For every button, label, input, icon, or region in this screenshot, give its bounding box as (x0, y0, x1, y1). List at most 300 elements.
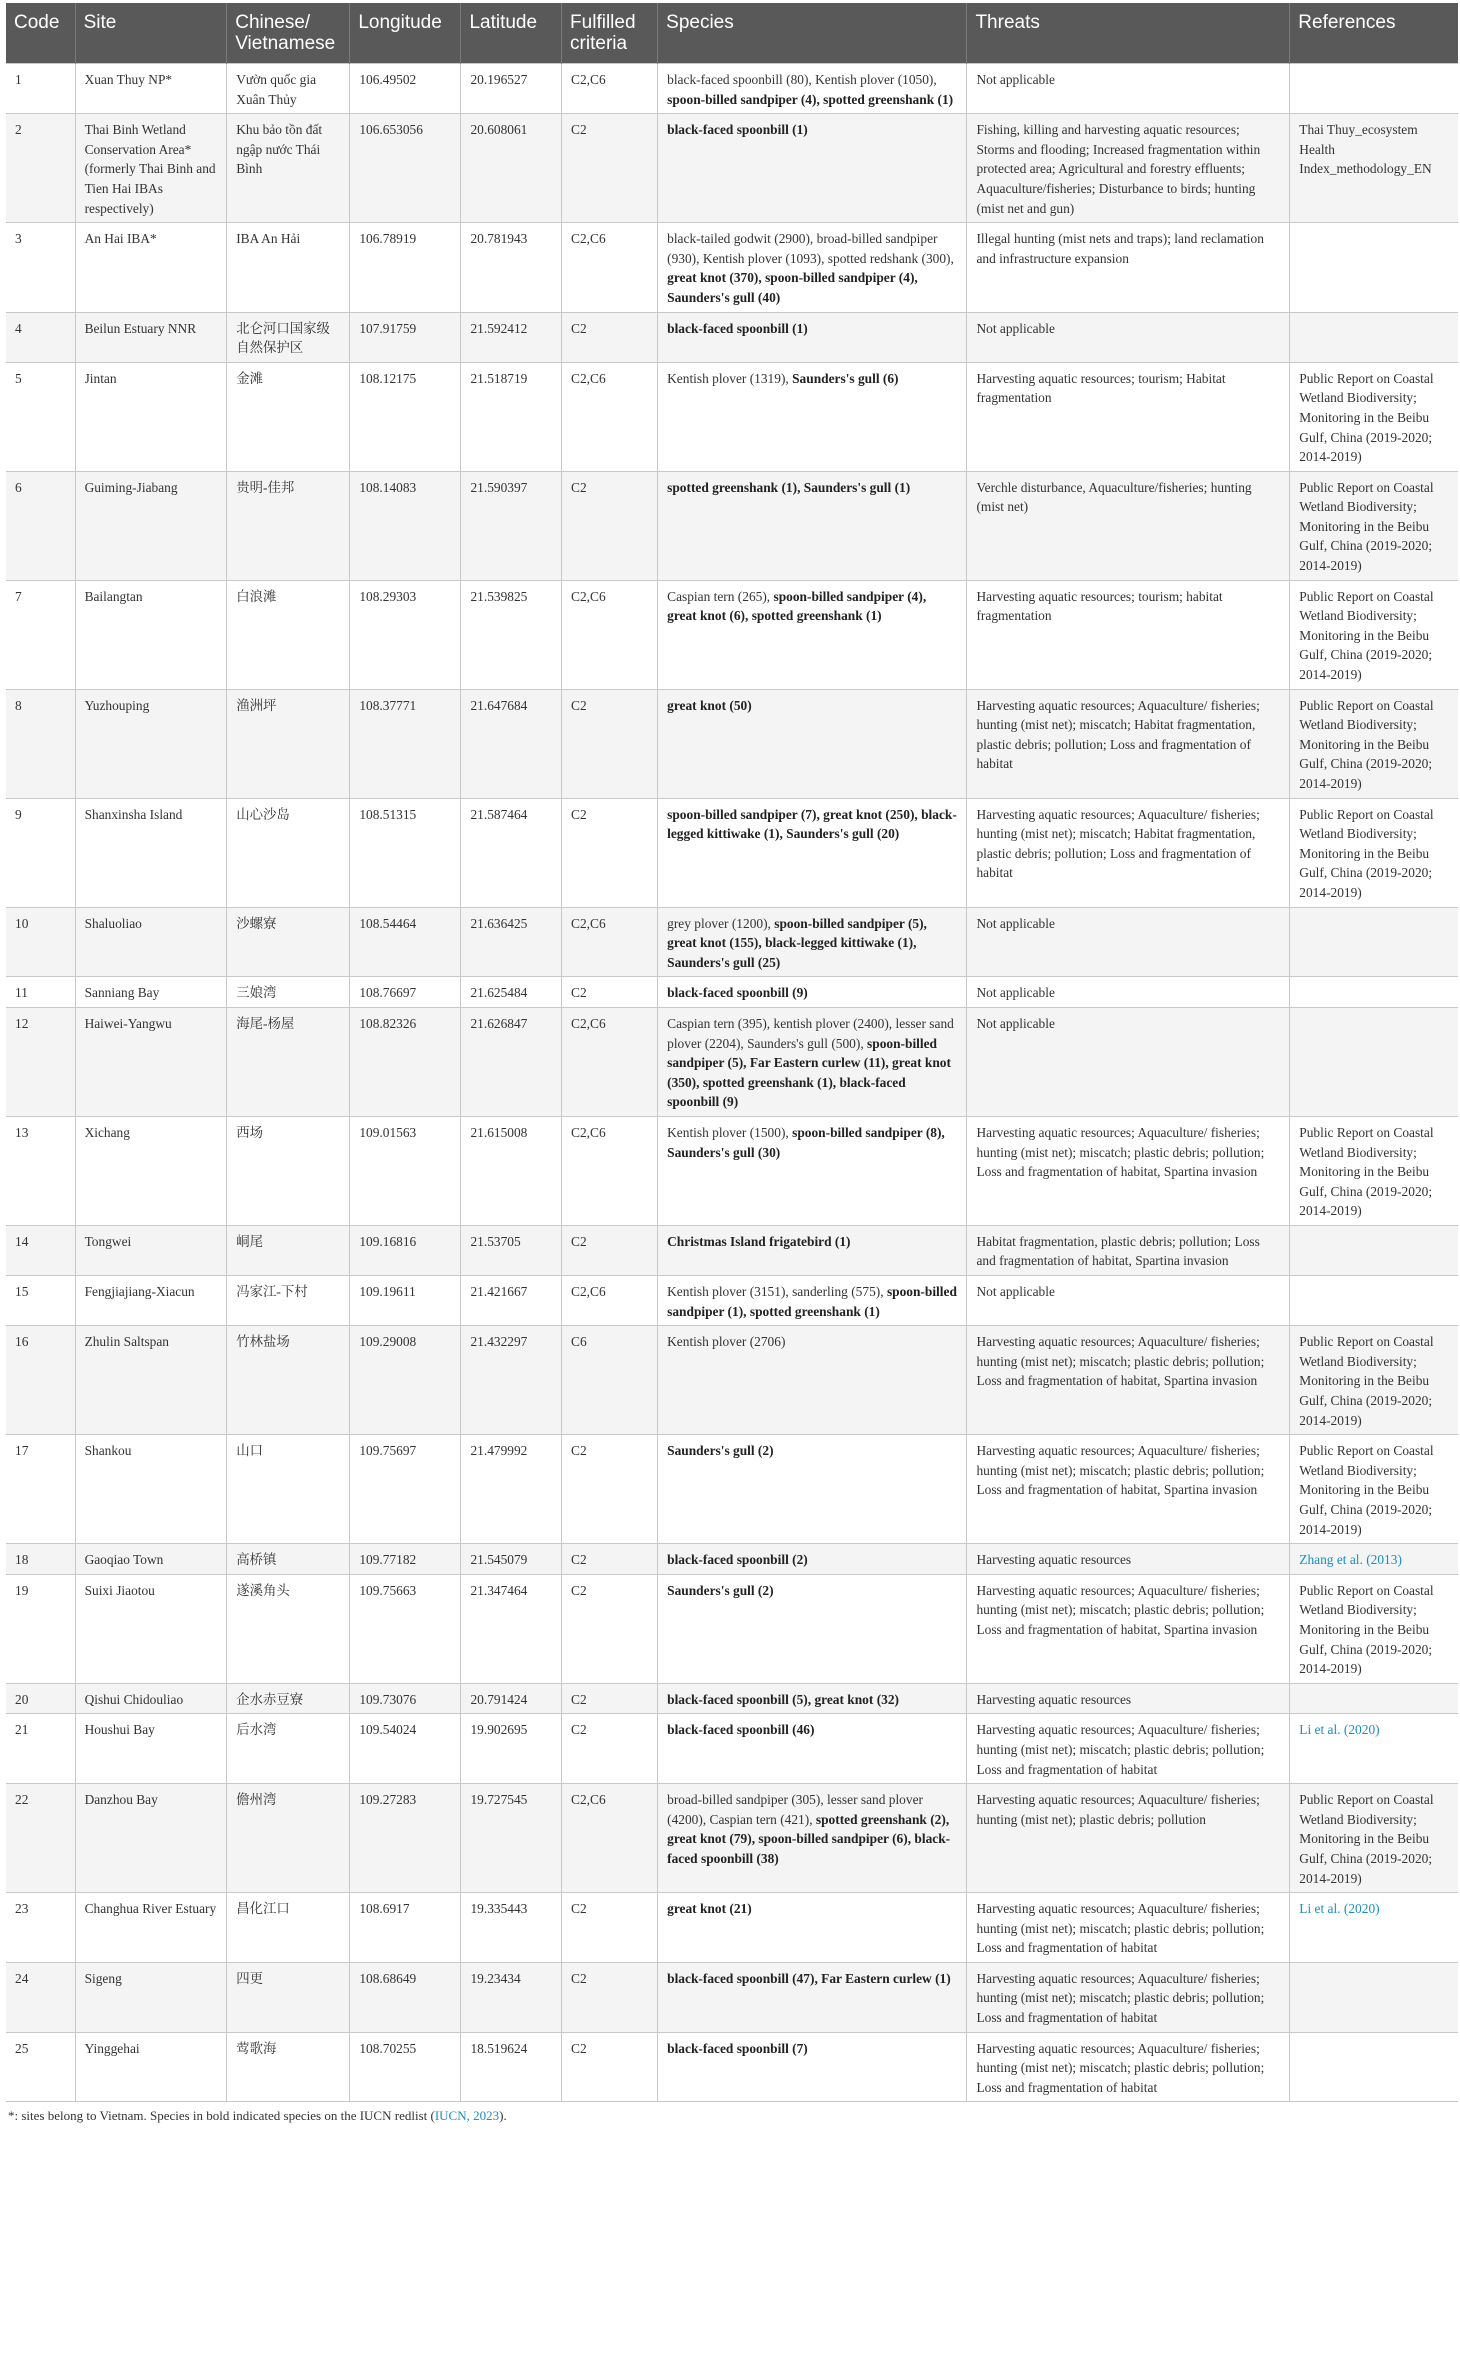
cell-site: Xuan Thuy NP* (75, 64, 227, 114)
cell-longitude: 106.653056 (350, 114, 461, 223)
cell-native-name: 峒尾 (227, 1225, 350, 1275)
cell-latitude: 21.590397 (461, 471, 562, 580)
cell-references (1290, 977, 1458, 1008)
cell-threats: Not applicable (967, 907, 1290, 977)
cell-longitude: 108.29303 (350, 580, 461, 689)
header-code: Code (6, 3, 75, 64)
cell-latitude: 21.539825 (461, 580, 562, 689)
cell-species (658, 1435, 967, 1544)
cell-species (658, 1116, 967, 1225)
cell-latitude: 21.479992 (461, 1435, 562, 1544)
cell-criteria: C2 (562, 471, 658, 580)
species-redlist: Christmas Island frigatebird (1) (667, 1233, 851, 1249)
species-redlist: Saunders's gull (6) (792, 370, 899, 386)
cell-threats: Not applicable (967, 1276, 1290, 1326)
table-row (6, 362, 1458, 471)
table-row (6, 1893, 1458, 1963)
cell-site: Thai Binh Wetland Conservation Area* (formerly Thai Binh and Tien Hai IBAs respectively) (75, 114, 227, 223)
cell-threats: Fishing, killing and harvesting aquatic resources; Storms and flooding; Increased fragmentation within protected area; Agricultural and forestry effluents; Aquaculture/fisheries; Disturbance to birds; hunting (mist net and gun) (967, 114, 1290, 223)
cell-code: 6 (6, 471, 75, 580)
cell-latitude: 20.196527 (461, 64, 562, 114)
cell-code: 2 (6, 114, 75, 223)
species-redlist: black-faced spoonbill (7) (667, 2040, 808, 2056)
cell-species (658, 580, 967, 689)
cell-species (658, 1784, 967, 1893)
cell-native-name: 山心沙岛 (227, 798, 350, 907)
cell-code: 10 (6, 907, 75, 977)
species-redlist: great knot (370), spoon-billed sandpiper (4), Saunders's gull (40) (667, 270, 918, 305)
cell-latitude: 19.902695 (461, 1714, 562, 1784)
cell-threats: Harvesting aquatic resources; Aquaculture/ fisheries; hunting (mist net); miscatch; plastic debris; pollution; Loss and fragmentation of habitat (967, 1962, 1290, 2032)
cell-criteria: C2 (562, 1962, 658, 2032)
cell-criteria: C2 (562, 312, 658, 362)
sites-table (6, 3, 1458, 2102)
cell-native-name: 遂溪角头 (227, 1574, 350, 1683)
cell-latitude: 21.636425 (461, 907, 562, 977)
reference-text: Public Report on Coastal Wetland Biodiversity; Monitoring in the Beibu Gulf, China (2019-2020; 2014-2019) (1299, 806, 1434, 900)
cell-native-name: 沙螺寮 (227, 907, 350, 977)
cell-species (658, 798, 967, 907)
cell-threats: Harvesting aquatic resources; Aquaculture/ fisheries; hunting (mist net); miscatch; plastic debris; pollution; Loss and fragmentation of habitat, Spartina invasion (967, 1574, 1290, 1683)
species-text: Kentish plover (1500), (667, 1124, 793, 1140)
cell-site: Changhua River Estuary (75, 1893, 227, 1963)
cell-references (1290, 1574, 1458, 1683)
table-row (6, 689, 1458, 798)
reference-text: Public Report on Coastal Wetland Biodiversity; Monitoring in the Beibu Gulf, China (2019-2020; 2014-2019) (1299, 1792, 1434, 1886)
cell-latitude: 20.781943 (461, 223, 562, 312)
cell-latitude: 19.335443 (461, 1893, 562, 1963)
header-site: Site (75, 3, 227, 64)
header-chinese-vietnamese: Chinese/ Vietnamese (227, 3, 350, 64)
cell-threats: Harvesting aquatic resources; tourism; habitat fragmentation (967, 580, 1290, 689)
table-row (6, 1574, 1458, 1683)
species-redlist: spoon-billed sandpiper (8), Saunders's gull (30) (667, 1124, 945, 1160)
cell-native-name: 竹林盐场 (227, 1326, 350, 1435)
cell-criteria: C2,C6 (562, 223, 658, 312)
cell-native-name: Vườn quốc gia Xuân Thủy (227, 64, 350, 114)
cell-native-name: 企水赤豆寮 (227, 1683, 350, 1714)
table-row (6, 977, 1458, 1008)
cell-latitude: 21.518719 (461, 362, 562, 471)
species-redlist: black-faced spoonbill (9) (667, 985, 808, 1001)
cell-criteria: C2 (562, 1683, 658, 1714)
cell-site: An Hai IBA* (75, 223, 227, 312)
cell-species (658, 2032, 967, 2102)
species-text: broad-billed sandpiper (305), lesser sand plover (4200), Caspian tern (421), (667, 1792, 923, 1827)
cell-longitude: 109.75663 (350, 1574, 461, 1683)
footnote-link-iucn[interactable]: IUCN, 2023 (434, 2108, 500, 2124)
cell-criteria: C2 (562, 1893, 658, 1963)
table-header (6, 3, 1458, 64)
cell-longitude: 109.16816 (350, 1225, 461, 1275)
species-redlist: spoon-billed sandpiper (5), Far Eastern curlew (11), great knot (350), spotted greenshank (1), black-faced spoonbill (9) (667, 1035, 951, 1110)
cell-references (1290, 1544, 1458, 1575)
cell-threats: Not applicable (967, 312, 1290, 362)
cell-threats: Illegal hunting (mist nets and traps); land reclamation and infrastructure expansion (967, 223, 1290, 312)
table-row (6, 1714, 1458, 1784)
cell-latitude: 21.587464 (461, 798, 562, 907)
cell-native-name: IBA An Hải (227, 223, 350, 312)
cell-site: Xichang (75, 1116, 227, 1225)
cell-longitude: 108.6917 (350, 1893, 461, 1963)
species-text: Caspian tern (395), kentish plover (2400), lesser sand plover (2204), Saunders's gull (500), (667, 1015, 954, 1051)
cell-references (1290, 1007, 1458, 1116)
cell-longitude: 108.14083 (350, 471, 461, 580)
cell-species (658, 1893, 967, 1963)
footnote-tail: ). (499, 2108, 507, 2124)
header-criteria: Fulfilled criteria (562, 3, 658, 64)
cell-site: Zhulin Saltspan (75, 1326, 227, 1435)
species-redlist: black-faced spoonbill (5), great knot (32) (667, 1691, 899, 1707)
cell-criteria: C2 (562, 1544, 658, 1575)
cell-criteria: C2 (562, 1714, 658, 1784)
reference-text: Public Report on Coastal Wetland Biodiversity; Monitoring in the Beibu Gulf, China (2019-2020; 2014-2019) (1299, 1334, 1434, 1428)
reference-link[interactable]: Li et al. (2020) (1299, 1901, 1380, 1917)
cell-site: Haiwei-Yangwu (75, 1007, 227, 1116)
cell-threats: Harvesting aquatic resources; Aquaculture/ fisheries; hunting (mist net); miscatch; Habitat fragmentation, plastic debris; pollution; Loss and fragmentation of habitat (967, 689, 1290, 798)
cell-references (1290, 1683, 1458, 1714)
cell-latitude: 21.592412 (461, 312, 562, 362)
table-row (6, 1326, 1458, 1435)
cell-species (658, 1714, 967, 1784)
species-redlist: Saunders's gull (2) (667, 1443, 774, 1459)
species-redlist: great knot (21) (667, 1901, 752, 1917)
cell-native-name: 三娘湾 (227, 977, 350, 1008)
cell-latitude: 19.23434 (461, 1962, 562, 2032)
cell-threats: Harvesting aquatic resources; Aquaculture/ fisheries; hunting (mist net); miscatch; plastic debris; pollution; Loss and fragmentation of habitat, Spartina invasion (967, 1435, 1290, 1544)
cell-references (1290, 580, 1458, 689)
cell-species (658, 1962, 967, 2032)
cell-site: Bailangtan (75, 580, 227, 689)
cell-threats: Harvesting aquatic resources; Aquaculture/ fisheries; hunting (mist net); miscatch; plastic debris; pollution; Loss and fragmentation of habitat (967, 1714, 1290, 1784)
cell-species (658, 471, 967, 580)
species-redlist: spoon-billed sandpiper (4), great knot (6), spotted greenshank (1) (667, 588, 927, 624)
cell-site: Gaoqiao Town (75, 1544, 227, 1575)
cell-site: Danzhou Bay (75, 1784, 227, 1893)
cell-native-name: 儋州湾 (227, 1784, 350, 1893)
cell-threats: Harvesting aquatic resources (967, 1544, 1290, 1575)
cell-species (658, 362, 967, 471)
cell-native-name: 金滩 (227, 362, 350, 471)
cell-native-name: 西场 (227, 1116, 350, 1225)
table-row (6, 1962, 1458, 2032)
cell-latitude: 18.519624 (461, 2032, 562, 2102)
table-body (6, 64, 1458, 2102)
cell-site: Sanniang Bay (75, 977, 227, 1008)
cell-longitude: 106.78919 (350, 223, 461, 312)
table-row (6, 1435, 1458, 1544)
cell-longitude: 108.37771 (350, 689, 461, 798)
cell-code: 9 (6, 798, 75, 907)
species-redlist: spoon-billed sandpiper (1), spotted greenshank (1) (667, 1284, 957, 1319)
cell-site: Yuzhouping (75, 689, 227, 798)
cell-latitude: 21.421667 (461, 1276, 562, 1326)
cell-references (1290, 223, 1458, 312)
species-text: Kentish plover (1319), (667, 370, 793, 386)
cell-native-name: 四更 (227, 1962, 350, 2032)
reference-link[interactable]: Li et al. (2020) (1299, 1722, 1380, 1738)
header-longitude: Longitude (350, 3, 461, 64)
table-row (6, 798, 1458, 907)
cell-native-name: 莺歌海 (227, 2032, 350, 2102)
cell-threats: Harvesting aquatic resources; Aquaculture/ fisheries; hunting (mist net); miscatch; plastic debris; pollution; Loss and fragmentation of habitat, Spartina invasion (967, 1326, 1290, 1435)
cell-threats: Harvesting aquatic resources; Aquaculture/ fisheries; hunting (mist net); plastic debris; pollution (967, 1784, 1290, 1893)
cell-threats: Habitat fragmentation, plastic debris; pollution; Loss and fragmentation of habitat, Spartina invasion (967, 1225, 1290, 1275)
cell-longitude: 109.19611 (350, 1276, 461, 1326)
table-row (6, 1007, 1458, 1116)
cell-code: 20 (6, 1683, 75, 1714)
cell-latitude: 21.615008 (461, 1116, 562, 1225)
table-row (6, 471, 1458, 580)
cell-criteria: C2 (562, 114, 658, 223)
cell-criteria: C2 (562, 977, 658, 1008)
cell-native-name: 北仑河口国家级自然保护区 (227, 312, 350, 362)
cell-longitude: 109.54024 (350, 1714, 461, 1784)
cell-references (1290, 1784, 1458, 1893)
reference-text: Public Report on Coastal Wetland Biodiversity; Monitoring in the Beibu Gulf, China (2019-2020; 2014-2019) (1299, 479, 1434, 574)
cell-species (658, 907, 967, 977)
cell-threats: Harvesting aquatic resources; Aquaculture/ fisheries; hunting (mist net); miscatch; plastic debris; pollution; Loss and fragmentation of habitat (967, 2032, 1290, 2102)
cell-native-name: 渔洲坪 (227, 689, 350, 798)
table-row (6, 1276, 1458, 1326)
cell-criteria: C2 (562, 798, 658, 907)
reference-text: Public Report on Coastal Wetland Biodiversity; Monitoring in the Beibu Gulf, China (2019-2020; 2014-2019) (1299, 588, 1434, 683)
cell-criteria: C2 (562, 1435, 658, 1544)
table-row (6, 1784, 1458, 1893)
species-text: Kentish plover (3151), sanderling (575), (667, 1284, 887, 1300)
cell-native-name: 山口 (227, 1435, 350, 1544)
cell-longitude: 108.54464 (350, 907, 461, 977)
cell-longitude: 109.77182 (350, 1544, 461, 1575)
reference-text: Thai Thuy_ecosystem Health Index_methodology_EN (1299, 122, 1432, 177)
cell-criteria: C2 (562, 2032, 658, 2102)
cell-criteria: C2 (562, 1574, 658, 1683)
header-species: Species (658, 3, 967, 64)
reference-link[interactable]: Zhang et al. (2013) (1299, 1552, 1402, 1568)
cell-site: Yinggehai (75, 2032, 227, 2102)
species-redlist: black-faced spoonbill (47), Far Eastern curlew (1) (667, 1970, 951, 1986)
cell-longitude: 108.12175 (350, 362, 461, 471)
cell-site: Suixi Jiaotou (75, 1574, 227, 1683)
cell-longitude: 108.82326 (350, 1007, 461, 1116)
table-row (6, 1544, 1458, 1575)
species-redlist: Saunders's gull (2) (667, 1582, 774, 1598)
cell-code: 12 (6, 1007, 75, 1116)
table-row (6, 1116, 1458, 1225)
cell-references (1290, 1893, 1458, 1963)
cell-criteria: C2,C6 (562, 1007, 658, 1116)
species-redlist: black-faced spoonbill (46) (667, 1722, 815, 1738)
table-row (6, 64, 1458, 114)
table-row (6, 1225, 1458, 1275)
cell-code: 13 (6, 1116, 75, 1225)
species-text: Caspian tern (265), (667, 588, 774, 604)
cell-longitude: 109.29008 (350, 1326, 461, 1435)
species-redlist: black-faced spoonbill (1) (667, 320, 808, 336)
cell-latitude: 21.626847 (461, 1007, 562, 1116)
cell-species (658, 689, 967, 798)
cell-longitude: 109.75697 (350, 1435, 461, 1544)
cell-criteria: C2,C6 (562, 362, 658, 471)
cell-references (1290, 1435, 1458, 1544)
cell-criteria: C2,C6 (562, 1784, 658, 1893)
cell-references (1290, 471, 1458, 580)
species-redlist: great knot (50) (667, 697, 752, 713)
cell-references (1290, 1225, 1458, 1275)
cell-longitude: 108.76697 (350, 977, 461, 1008)
cell-native-name: 昌化江口 (227, 1893, 350, 1963)
cell-code: 16 (6, 1326, 75, 1435)
cell-code: 5 (6, 362, 75, 471)
cell-criteria: C2 (562, 689, 658, 798)
cell-code: 3 (6, 223, 75, 312)
cell-site: Qishui Chidouliao (75, 1683, 227, 1714)
table-row (6, 223, 1458, 312)
species-redlist: black-faced spoonbill (2) (667, 1552, 808, 1568)
cell-references (1290, 1714, 1458, 1784)
cell-code: 22 (6, 1784, 75, 1893)
species-redlist: spoon-billed sandpiper (4), spotted greenshank (1) (667, 91, 954, 107)
table-row (6, 114, 1458, 223)
cell-longitude: 106.49502 (350, 64, 461, 114)
cell-references (1290, 1326, 1458, 1435)
cell-code: 23 (6, 1893, 75, 1963)
species-redlist: spoon-billed sandpiper (5), great knot (155), black-legged kittiwake (1), Saunders's gull (25) (667, 915, 927, 970)
cell-references (1290, 1276, 1458, 1326)
cell-longitude: 107.91759 (350, 312, 461, 362)
cell-criteria: C2,C6 (562, 1276, 658, 1326)
table-row (6, 580, 1458, 689)
cell-code: 21 (6, 1714, 75, 1784)
cell-site: Fengjiajiang-Xiacun (75, 1276, 227, 1326)
cell-references (1290, 907, 1458, 977)
cell-code: 24 (6, 1962, 75, 2032)
cell-latitude: 21.53705 (461, 1225, 562, 1275)
cell-references (1290, 1962, 1458, 2032)
species-redlist: spotted greenshank (2), great knot (79), spoon-billed sandpiper (6), black-faced spoonbill (38) (667, 1811, 951, 1866)
cell-native-name: 后水湾 (227, 1714, 350, 1784)
species-redlist: spotted greenshank (1), Saunders's gull (1) (667, 479, 911, 495)
cell-references (1290, 114, 1458, 223)
cell-criteria: C2,C6 (562, 580, 658, 689)
species-text: black-tailed godwit (2900), broad-billed sandpiper (930), Kentish plover (1093), spotted redshank (300), (667, 231, 954, 266)
cell-site: Sigeng (75, 1962, 227, 2032)
cell-native-name: 白浪滩 (227, 580, 350, 689)
species-text: black-faced spoonbill (80), Kentish plover (1050), (667, 72, 937, 87)
table-row (6, 2032, 1458, 2102)
cell-species (658, 1276, 967, 1326)
cell-native-name: 海尾-杨屋 (227, 1007, 350, 1116)
cell-references (1290, 362, 1458, 471)
cell-code: 15 (6, 1276, 75, 1326)
cell-species (658, 1225, 967, 1275)
cell-site: Beilun Estuary NNR (75, 312, 227, 362)
cell-species (658, 223, 967, 312)
footnote-text: *: sites belong to Vietnam. Species in bold indicated species on the IUCN redlist ( (8, 2108, 435, 2124)
table-row (6, 312, 1458, 362)
cell-site: Jintan (75, 362, 227, 471)
cell-references (1290, 312, 1458, 362)
header-references: References (1290, 3, 1458, 64)
cell-longitude: 109.27283 (350, 1784, 461, 1893)
cell-site: Tongwei (75, 1225, 227, 1275)
cell-species (658, 1574, 967, 1683)
cell-criteria: C2,C6 (562, 1116, 658, 1225)
table-row (6, 907, 1458, 977)
cell-criteria: C2,C6 (562, 64, 658, 114)
cell-site: Shaluoliao (75, 907, 227, 977)
cell-latitude: 20.791424 (461, 1683, 562, 1714)
cell-code: 17 (6, 1435, 75, 1544)
cell-code: 1 (6, 64, 75, 114)
cell-latitude: 21.647684 (461, 689, 562, 798)
cell-code: 7 (6, 580, 75, 689)
cell-threats: Not applicable (967, 64, 1290, 114)
reference-text: Public Report on Coastal Wetland Biodiversity; Monitoring in the Beibu Gulf, China (2019-2020; 2014-2019) (1299, 1124, 1434, 1219)
cell-species (658, 64, 967, 114)
cell-threats: Harvesting aquatic resources; tourism; Habitat fragmentation (967, 362, 1290, 471)
reference-text: Public Report on Coastal Wetland Biodiversity; Monitoring in the Beibu Gulf, China (2019-2020; 2014-2019) (1299, 1443, 1434, 1537)
cell-threats: Not applicable (967, 977, 1290, 1008)
cell-site: Shankou (75, 1435, 227, 1544)
cell-references (1290, 1116, 1458, 1225)
cell-longitude: 108.68649 (350, 1962, 461, 2032)
cell-references (1290, 798, 1458, 907)
cell-species (658, 114, 967, 223)
cell-species (658, 1544, 967, 1575)
cell-longitude: 108.70255 (350, 2032, 461, 2102)
cell-code: 19 (6, 1574, 75, 1683)
cell-native-name: Khu bảo tồn đất ngập nước Thái Bình (227, 114, 350, 223)
header-row (6, 3, 1458, 64)
cell-threats: Verchle disturbance, Aquaculture/fisheries; hunting (mist net) (967, 471, 1290, 580)
cell-threats: Harvesting aquatic resources; Aquaculture/ fisheries; hunting (mist net); miscatch; plastic debris; pollution; Loss and fragmentation of habitat, Spartina invasion (967, 1116, 1290, 1225)
cell-references (1290, 689, 1458, 798)
cell-criteria: C2 (562, 1225, 658, 1275)
species-text: grey plover (1200), (667, 915, 775, 931)
cell-site: Houshui Bay (75, 1714, 227, 1784)
cell-latitude: 21.625484 (461, 977, 562, 1008)
cell-longitude: 109.73076 (350, 1683, 461, 1714)
cell-native-name: 高桥镇 (227, 1544, 350, 1575)
cell-species (658, 977, 967, 1008)
table-row (6, 1683, 1458, 1714)
cell-code: 8 (6, 689, 75, 798)
cell-site: Shanxinsha Island (75, 798, 227, 907)
reference-text: Public Report on Coastal Wetland Biodiversity; Monitoring in the Beibu Gulf, China (2019-2020; 2014-2019) (1299, 1582, 1434, 1677)
cell-latitude: 19.727545 (461, 1784, 562, 1893)
cell-references (1290, 2032, 1458, 2102)
header-latitude: Latitude (461, 3, 562, 64)
cell-code: 4 (6, 312, 75, 362)
cell-species (658, 312, 967, 362)
footnote (6, 2108, 1458, 2124)
cell-criteria: C6 (562, 1326, 658, 1435)
reference-text: Public Report on Coastal Wetland Biodiversity; Monitoring in the Beibu Gulf, China (2019-2020; 2014-2019) (1299, 370, 1434, 465)
cell-threats: Harvesting aquatic resources; Aquaculture/ fisheries; hunting (mist net); miscatch; Habitat fragmentation, plastic debris; pollution; Loss and fragmentation of habitat (967, 798, 1290, 907)
cell-criteria: C2,C6 (562, 907, 658, 977)
species-redlist: spoon-billed sandpiper (7), great knot (250), black-legged kittiwake (1), Saunders's gull (20) (667, 806, 957, 842)
cell-species (658, 1326, 967, 1435)
header-threats: Threats (967, 3, 1290, 64)
cell-species (658, 1007, 967, 1116)
cell-code: 14 (6, 1225, 75, 1275)
cell-latitude: 21.432297 (461, 1326, 562, 1435)
cell-latitude: 20.608061 (461, 114, 562, 223)
cell-references (1290, 64, 1458, 114)
cell-latitude: 21.347464 (461, 1574, 562, 1683)
cell-code: 25 (6, 2032, 75, 2102)
